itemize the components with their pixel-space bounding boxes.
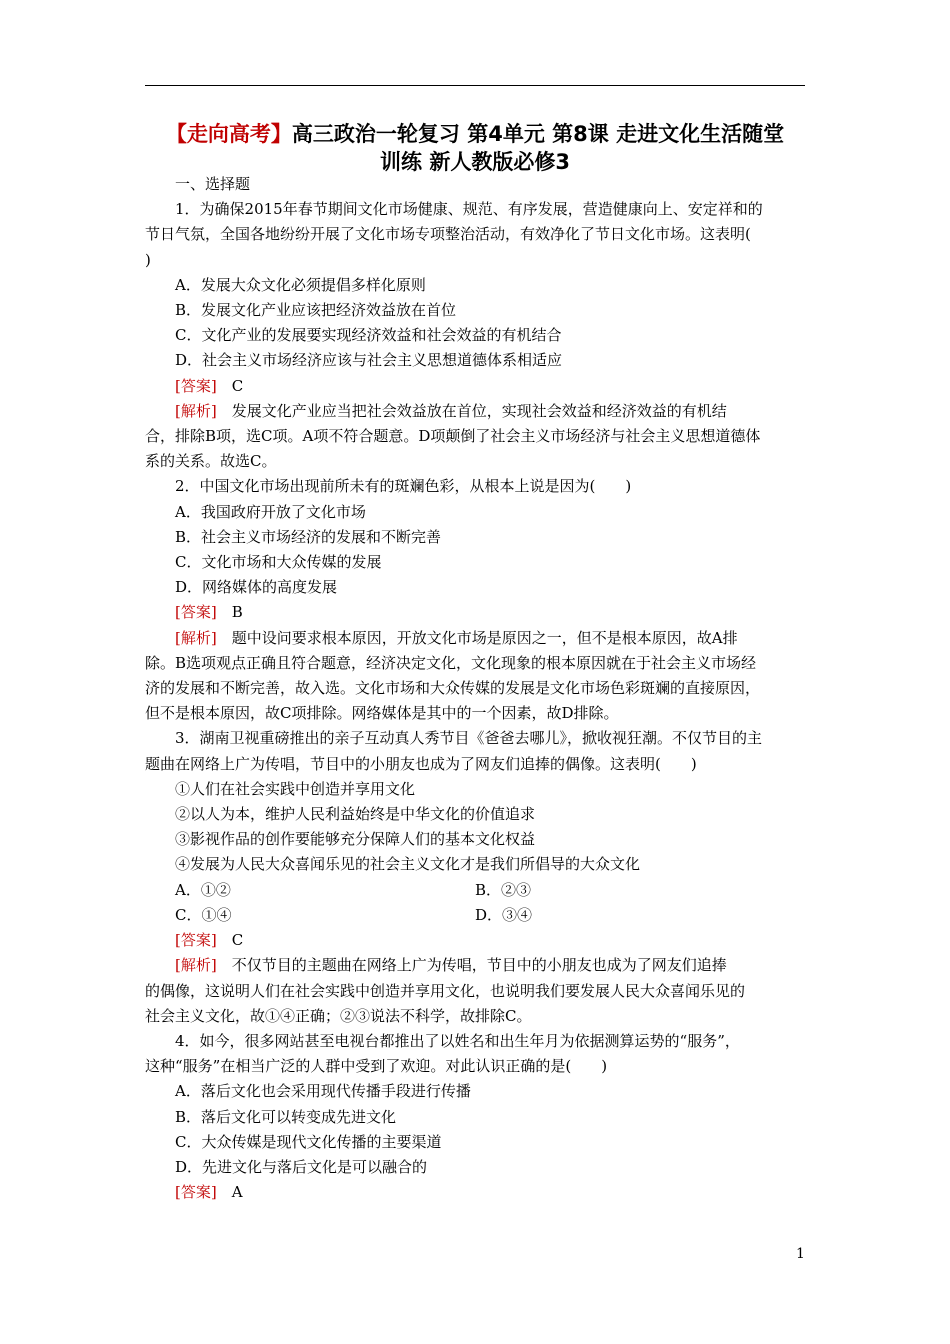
- answer-value: B: [231, 603, 243, 622]
- q2-option-a: A．我国政府开放了文化市场: [175, 502, 366, 521]
- q1-answer: [145, 374, 810, 399]
- title-line2: 训练 新人教版必修3: [380, 150, 570, 174]
- q2-stem: 2．中国文化市场出现前所未有的斑斓色彩，从根本上说是因为( ): [175, 477, 632, 496]
- q2-analysis-line1: [145, 626, 810, 651]
- answer-value: C: [231, 376, 244, 395]
- q1-stem-line3: ): [145, 250, 151, 269]
- q4-option-d: D．先进文化与落后文化是可以融合的: [175, 1157, 428, 1176]
- q2-option-b: B．社会主义市场经济的发展和不断完善: [175, 527, 442, 546]
- analysis-text: 题中设问要求根本原因，开放文化市场是原因之一，但不是根本原因，故A排: [231, 628, 738, 647]
- q4-stem-line1: 4．如今，很多网站甚至电视台都推出了以姓名和出生年月为依据测算运势的“服务”，: [175, 1031, 740, 1050]
- answer-tag: [答案]: [175, 603, 217, 622]
- answer-value: A: [231, 1183, 243, 1202]
- answer-value: C: [231, 931, 244, 950]
- q3-item-3: ③影视作品的创作要能够充分保障人们的基本文化权益: [175, 830, 536, 849]
- analysis-tag: [解析]: [175, 628, 217, 647]
- q3-option-a: A．①②: [175, 880, 231, 899]
- q4-option-c: C．大众传媒是现代文化传播的主要渠道: [175, 1132, 442, 1151]
- q1-analysis-line1: [145, 399, 810, 424]
- section-heading: 一、选择题: [175, 175, 251, 193]
- q3-options-row1: [145, 878, 810, 903]
- page-title: [140, 120, 810, 176]
- q1-stem-line1: 1．为确保2015年春节期间文化市场健康、规范、有序发展，营造健康向上、安定祥和的: [175, 200, 763, 219]
- q3-analysis-line2: 的偶像，这说明人们在社会实践中创造并享用文化，也说明我们要发展人民大众喜闻乐见的: [145, 981, 746, 1000]
- q4-option-a: A．落后文化也会采用现代传播手段进行传播: [175, 1082, 471, 1101]
- analysis-text: 发展文化产业应当把社会效益放在首位，实现社会效益和经济效益的有机结: [231, 401, 727, 420]
- q1-option-a: A．发展大众文化必须提倡多样化原则: [175, 275, 426, 294]
- q1-analysis-line3: 系的关系。故选C。: [145, 452, 277, 471]
- q1-stem-line2: 节日气氛，全国各地纷纷开展了文化市场专项整治活动，有效净化了节日文化市场。这表明(: [145, 225, 751, 244]
- q3-options-row2: [145, 903, 810, 928]
- q3-stem-line1: 3．湖南卫视重磅推出的亲子互动真人秀节目《爸爸去哪儿》，掀收视狂潮。不仅节目的主: [175, 729, 763, 748]
- header-rule: [145, 85, 805, 86]
- q1-option-b: B．发展文化产业应该把经济效益放在首位: [175, 301, 457, 320]
- q1-option-d: D．社会主义市场经济应该与社会主义思想道德体系相适应: [175, 351, 563, 370]
- q4-option-b: B．落后文化可以转变成先进文化: [175, 1107, 397, 1126]
- answer-tag: [答案]: [175, 931, 217, 950]
- q1-analysis-line2: 合，排除B项，选C项。A项不符合题意。D项颠倒了社会主义市场经济与社会主义思想道德体: [145, 427, 761, 446]
- q2-option-d: D．网络媒体的高度发展: [175, 578, 338, 597]
- q3-option-d: D．③④: [475, 905, 533, 924]
- q4-answer: [145, 1180, 810, 1205]
- q2-option-c: C．文化市场和大众传媒的发展: [175, 553, 382, 572]
- q2-analysis-line3: 济的发展和不断完善，故入选。文化市场和大众传媒的发展是文化市场色彩斑斓的直接原因，: [145, 679, 761, 698]
- q3-item-1: ①人们在社会实践中创造并享用文化: [175, 779, 416, 798]
- title-line1: 高三政治一轮复习 第4单元 第8课 走进文化生活随堂: [291, 122, 785, 146]
- analysis-text: 不仅节目的主题曲在网络上广为传唱，节目中的小朋友也成为了网友们追捧: [231, 956, 727, 975]
- q2-analysis-line2: 除。B选项观点正确且符合题意，经济决定文化，文化现象的根本原因就在于社会主义市场经: [145, 653, 757, 672]
- analysis-tag: [解析]: [175, 956, 217, 975]
- answer-tag: [答案]: [175, 1183, 217, 1202]
- q3-option-b: B．②③: [475, 880, 532, 899]
- document-body: [145, 172, 810, 1205]
- title-bracket: 【走向高考】: [165, 122, 292, 146]
- analysis-tag: [解析]: [175, 401, 217, 420]
- q3-item-2: ②以人为本，维护人民利益始终是中华文化的价值追求: [175, 805, 536, 824]
- q3-item-4: ④发展为人民大众喜闻乐见的社会主义文化才是我们所倡导的大众文化: [175, 855, 641, 874]
- q3-answer: [145, 928, 810, 953]
- answer-tag: [答案]: [175, 376, 217, 395]
- q3-analysis-line3: 社会主义文化，故①④正确；②③说法不科学，故排除C。: [145, 1006, 532, 1025]
- q4-stem-line2: 这种“服务”在相当广泛的人群中受到了欢迎。对此认识正确的是( ): [145, 1057, 608, 1076]
- q3-option-c: C．①④: [175, 905, 232, 924]
- q3-stem-line2: 题曲在网络上广为传唱，节目中的小朋友也成为了网友们追捧的偶像。这表明( ): [145, 754, 697, 773]
- q2-answer: [145, 600, 810, 625]
- q1-option-c: C．文化产业的发展要实现经济效益和社会效益的有机结合: [175, 326, 562, 345]
- page-number: 1: [796, 1246, 805, 1262]
- q3-analysis-line1: [145, 953, 810, 978]
- q2-analysis-line4: 但不是根本原因，故C项排除。网络媒体是其中的一个因素，故D排除。: [145, 704, 619, 723]
